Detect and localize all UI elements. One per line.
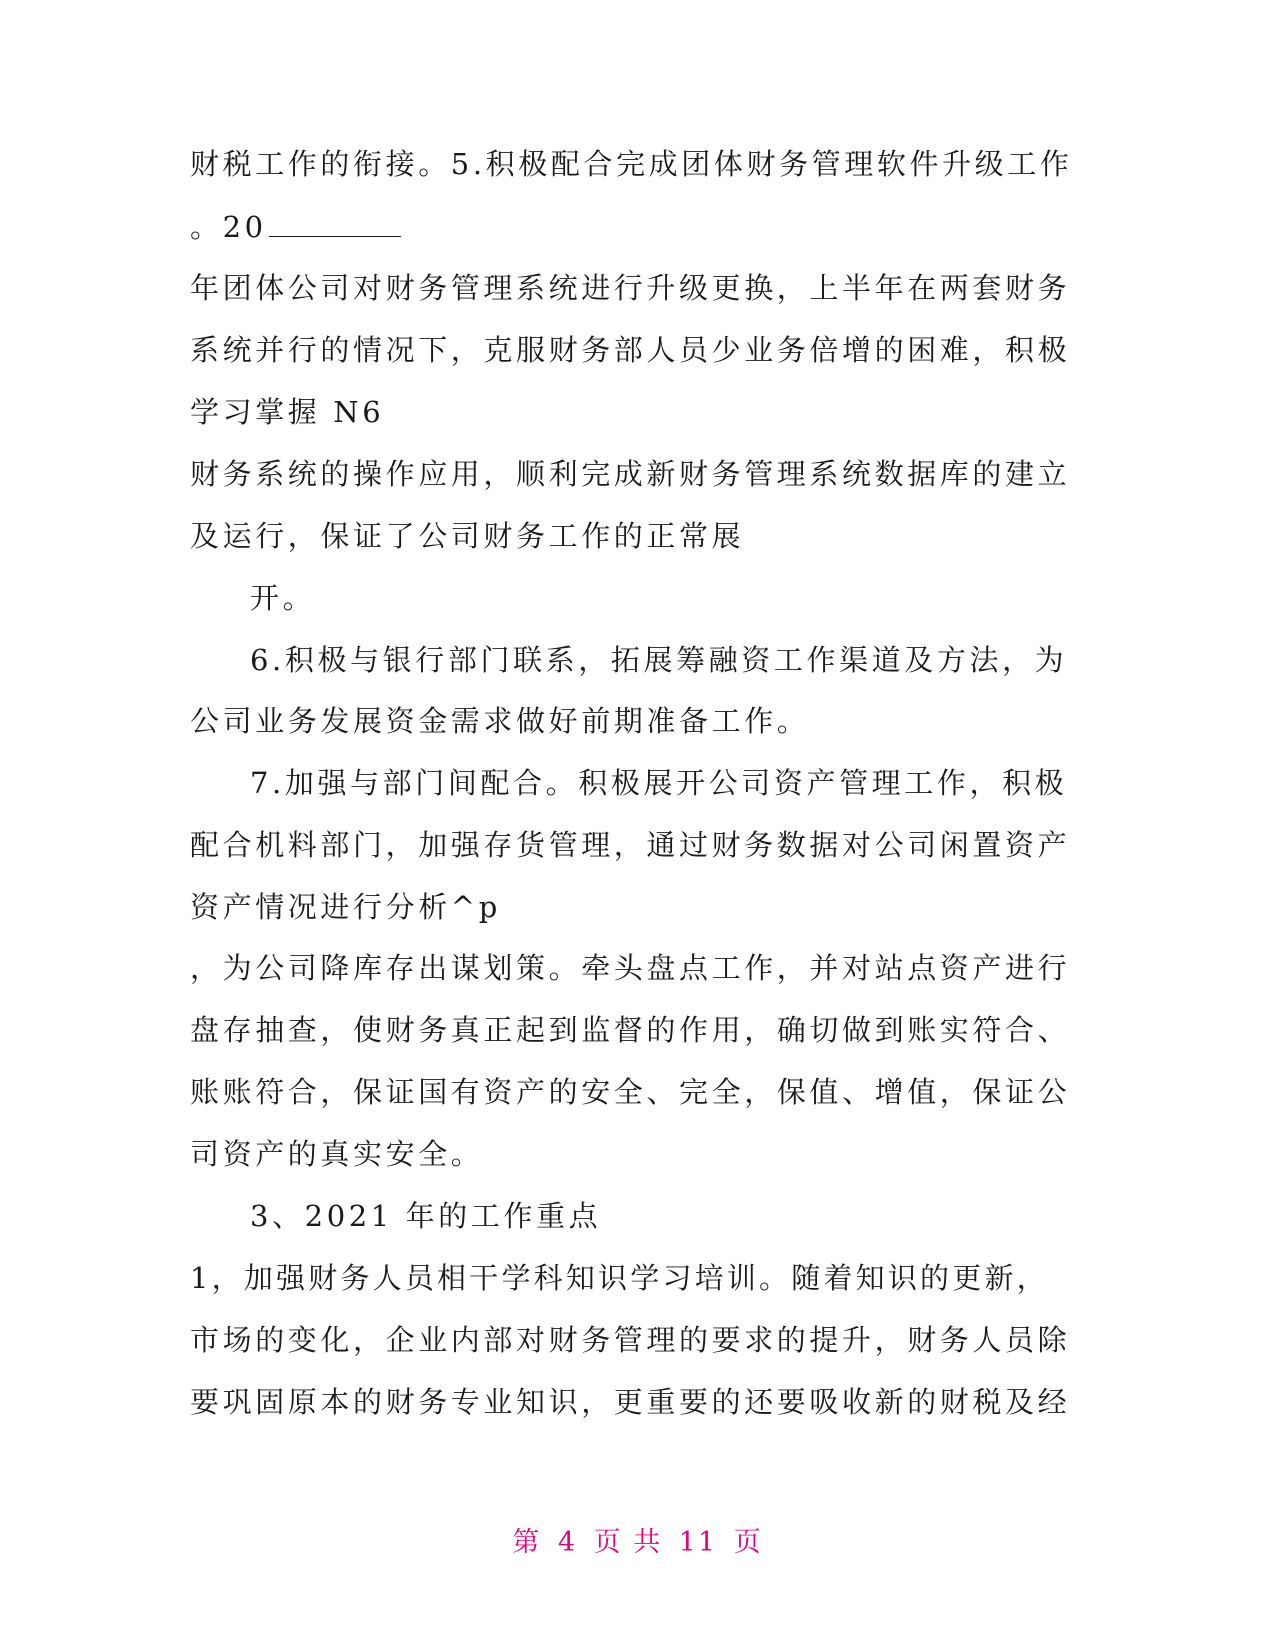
- text-line-2-text: 。20: [190, 210, 267, 244]
- footer-prefix: 第: [512, 1527, 542, 1558]
- paragraph-7-line-5: 盘存抽查，使财务真正起到监督的作用，确切做到账实符合、: [190, 1013, 1071, 1047]
- paragraph-6-line-1: 6.积极与银行部门联系，拓展筹融资工作渠道及方法，为: [250, 643, 1068, 677]
- text-line-4: 系统并行的情况下，克服财务部人员少业务倍增的困难，积极: [190, 333, 1071, 367]
- paragraph-8-line-3: 要巩固原本的财务专业知识，更重要的还要吸收新的财税及经: [190, 1385, 1071, 1419]
- paragraph-6-line-2: 公司业务发展资金需求做好前期准备工作。: [190, 704, 810, 738]
- paragraph-8-line-1: 1，加强财务人员相干学科知识学习培训。随着知识的更新，: [190, 1261, 1049, 1295]
- footer-suffix: 页: [733, 1527, 763, 1558]
- text-line-7: 及运行，保证了公司财务工作的正常展: [190, 519, 745, 553]
- paragraph-7-line-3: 资产情况进行分析^p: [190, 890, 501, 924]
- paragraph-7-line-6: 账账符合，保证国有资产的安全、完全，保值、增值，保证公: [190, 1075, 1071, 1109]
- footer-middle: 页 共: [593, 1527, 663, 1558]
- text-line-6: 财务系统的操作应用，顺利完成新财务管理系统数据库的建立: [190, 457, 1071, 491]
- text-line-3: 年团体公司对财务管理系统进行升级更换，上半年在两套财务: [190, 271, 1071, 305]
- paragraph-7-line-1: 7.加强与部门间配合。积极展开公司资产管理工作，积极: [250, 766, 1068, 800]
- footer-page-number: 4: [557, 1527, 578, 1558]
- paragraph-8-line-2: 市场的变化，企业内部对财务管理的要求的提升，财务人员除: [190, 1323, 1071, 1357]
- paragraph-7-line-7: 司资产的真实安全。: [190, 1137, 484, 1171]
- paragraph-7-line-4: ，为公司降库存出谋划策。牵头盘点工作，并对站点资产进行: [190, 951, 1071, 985]
- section-heading: 3、2021 年的工作重点: [250, 1199, 602, 1233]
- fill-in-blank: [269, 208, 401, 237]
- text-line-5: 学习掌握 N6: [190, 395, 385, 429]
- text-line-1: 财税工作的衔接。5.积极配合完成团体财务管理软件升级工作: [190, 147, 1073, 181]
- footer-total-pages: 11: [678, 1527, 718, 1558]
- page-footer: [0, 1520, 1275, 1559]
- text-line-8: 开。: [250, 581, 316, 615]
- paragraph-7-line-2: 配合机料部门，加强存货管理，通过财务数据对公司闲置资产: [190, 828, 1071, 862]
- text-line-2: [190, 207, 401, 247]
